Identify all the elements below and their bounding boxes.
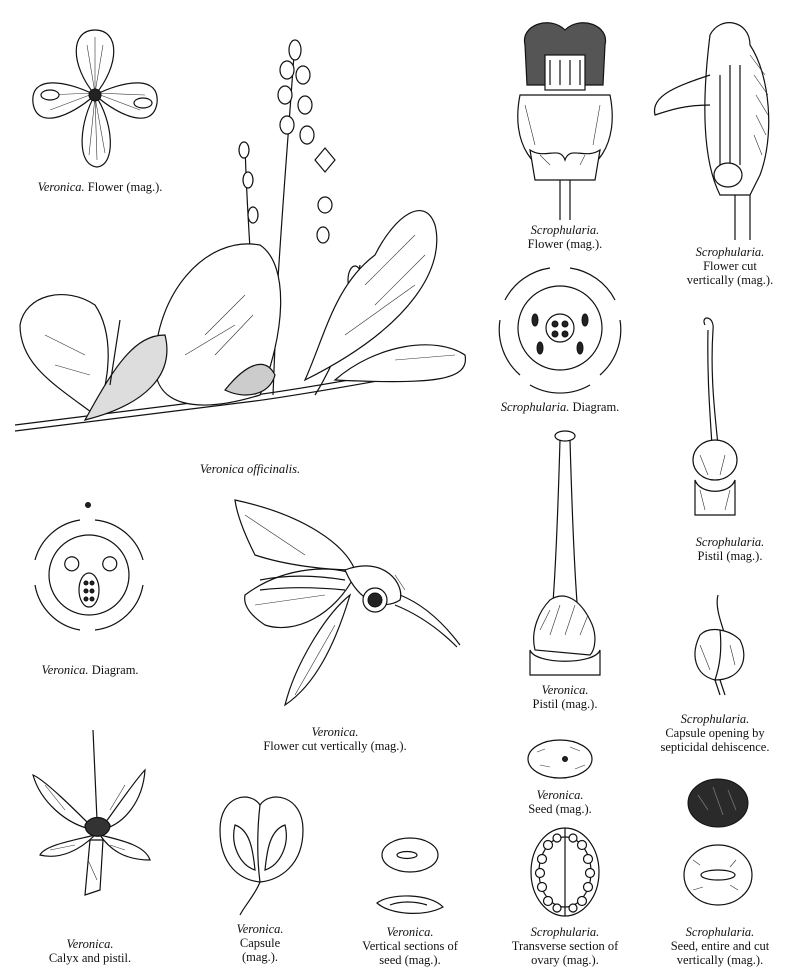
- veronica-pistil-illustration: [520, 430, 610, 680]
- scrophularia-flower-cut-illustration: [650, 15, 780, 240]
- caption-desc: Flower cut: [703, 259, 757, 273]
- caption-desc: Flower cut vertically (mag.).: [263, 739, 407, 753]
- scrophularia-seed-illustration: [678, 775, 758, 915]
- caption-desc: seed (mag.).: [379, 953, 441, 967]
- scrophularia-pistil-illustration: [680, 315, 760, 515]
- caption-genus: Veronica.: [66, 937, 114, 951]
- veronica-flower-cut-caption: [250, 725, 420, 753]
- caption-genus: Veronica.: [311, 725, 359, 739]
- caption-genus: Scrophularia.: [500, 400, 570, 414]
- veronica-officinalis-caption: [180, 462, 320, 476]
- caption-desc: vertically (mag.).: [686, 273, 774, 287]
- scrophularia-capsule-caption: [630, 712, 800, 754]
- veronica-pistil-caption: [490, 683, 640, 711]
- scrophularia-diagram-illustration: [490, 260, 630, 395]
- caption-genus: Veronica.: [541, 683, 589, 697]
- caption-genus: Scrophularia.: [685, 925, 755, 939]
- scrophularia-ovary-illustration: [528, 825, 603, 920]
- scrophularia-seed-caption: [640, 925, 800, 967]
- caption-desc: Seed (mag.).: [528, 802, 592, 816]
- caption-desc: ovary (mag.).: [531, 953, 599, 967]
- scrophularia-capsule-illustration: [680, 595, 760, 705]
- caption-desc: (mag.).: [241, 950, 279, 964]
- caption-desc: Pistil (mag.).: [532, 697, 598, 711]
- caption-genus: Veronica.: [37, 180, 85, 194]
- caption-genus: Veronica.: [536, 788, 584, 802]
- caption-desc: Transverse section of: [511, 939, 619, 953]
- caption-genus: Veronica.: [236, 922, 284, 936]
- caption-genus: Veronica.: [41, 663, 89, 677]
- caption-desc: vertically (mag.).: [676, 953, 764, 967]
- caption-genus: Scrophularia.: [530, 925, 600, 939]
- veronica-seed-caption: [490, 788, 630, 816]
- veronica-diagram-caption: [20, 663, 160, 677]
- veronica-calyx-caption: [15, 937, 165, 965]
- scrophularia-flower-cut-caption: [660, 245, 800, 287]
- veronica-seed-sections-illustration: [375, 835, 445, 920]
- scrophularia-pistil-caption: [660, 535, 800, 563]
- veronica-flower-cut-illustration: [225, 495, 465, 715]
- veronica-officinalis-illustration: [15, 35, 475, 455]
- caption-desc: Capsule opening by: [665, 726, 765, 740]
- caption-genus: Scrophularia.: [530, 223, 600, 237]
- caption-desc: Capsule: [239, 936, 281, 950]
- caption-desc: Calyx and pistil.: [48, 951, 132, 965]
- caption-desc: Diagram.: [572, 400, 620, 414]
- scrophularia-flower-caption: [490, 223, 640, 251]
- caption-genus: Scrophularia.: [695, 535, 765, 549]
- caption-desc: Seed, entire and cut: [670, 939, 770, 953]
- caption-genus: Scrophularia.: [695, 245, 765, 259]
- caption-desc: Vertical sections of: [362, 939, 458, 953]
- veronica-seed-illustration: [525, 737, 595, 782]
- caption-desc: septicidal dehiscence.: [660, 740, 770, 754]
- veronica-calyx-illustration: [25, 730, 160, 905]
- caption-genus: Veronica.: [386, 925, 434, 939]
- caption-genus: Scrophularia.: [680, 712, 750, 726]
- veronica-capsule-caption: [200, 922, 320, 964]
- scrophularia-diagram-caption: [470, 400, 650, 414]
- scrophularia-ovary-caption: [490, 925, 640, 967]
- veronica-seed-sections-caption: [335, 925, 485, 967]
- veronica-capsule-illustration: [215, 790, 310, 915]
- caption-desc: Flower (mag.).: [87, 180, 163, 194]
- scrophularia-flower-illustration: [505, 15, 625, 220]
- veronica-diagram-illustration: [25, 500, 155, 645]
- caption-genus: Veronica officinalis.: [199, 462, 301, 476]
- caption-desc: Pistil (mag.).: [697, 549, 763, 563]
- caption-desc: Flower (mag.).: [527, 237, 603, 251]
- caption-desc: Diagram.: [91, 663, 139, 677]
